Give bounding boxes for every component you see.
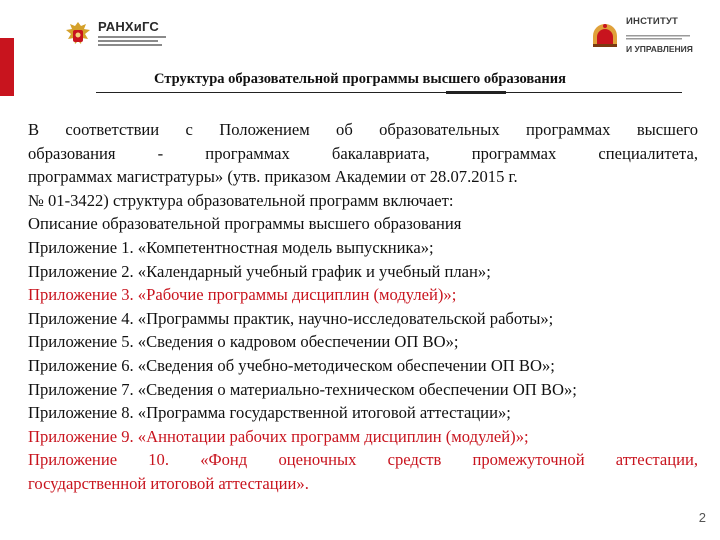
appendix-item: Приложение 8. «Программа государственной итоговой аттестации»; bbox=[28, 403, 511, 423]
institute-dome-icon bbox=[590, 20, 620, 50]
institute-logo-line1: ИНСТИТУТ bbox=[626, 15, 679, 27]
appendix-item: Приложение 1. «Компетентностная модель выпускника»; bbox=[28, 237, 434, 257]
ranepa-logo-name: РАНХиГС bbox=[98, 18, 159, 34]
title-underline-accent bbox=[446, 91, 506, 94]
appendix-item-highlighted: государственной итоговой аттестации». bbox=[28, 473, 309, 493]
body-line: образования - программах бакалавриата, программах специалитета, bbox=[28, 143, 698, 163]
page-title: Структура образовательной программы высшего образования bbox=[154, 71, 566, 87]
ranepa-tagline-lines bbox=[98, 34, 168, 46]
body-line: программах магистратуры» (утв. приказом Академии от 28.07.2015 г. bbox=[28, 167, 518, 187]
title-underline-right bbox=[506, 92, 682, 93]
page-number: 2 bbox=[698, 510, 706, 525]
body-line: Описание образовательной программы высшего образования bbox=[28, 214, 462, 234]
appendix-item-highlighted: Приложение 9. «Аннотации рабочих программ дисциплин (модулей)»; bbox=[28, 426, 529, 446]
document-body bbox=[28, 118, 698, 496]
appendix-item-highlighted: Приложение 10. «Фонд оценочных средств промежуточной аттестации, bbox=[28, 450, 698, 470]
body-line: В соответствии с Положением об образовательных программах высшего bbox=[28, 120, 698, 139]
eagle-emblem-icon bbox=[64, 20, 92, 50]
body-line: № 01-3422) структура образовательной программ включает: bbox=[28, 190, 454, 210]
appendix-item: Приложение 2. «Календарный учебный график и учебный план»; bbox=[28, 261, 491, 281]
ranepa-logo bbox=[64, 18, 168, 52]
appendix-item-highlighted: Приложение 3. «Рабочие программы дисциплин (модулей)»; bbox=[28, 285, 457, 305]
appendix-item: Приложение 6. «Сведения об учебно-методическом обеспечении ОП ВО»; bbox=[28, 355, 555, 375]
institute-logo-line2: И УПРАВЛЕНИЯ bbox=[626, 43, 693, 54]
title-underline-left bbox=[96, 92, 446, 93]
appendix-item: Приложение 7. «Сведения о материально-техническом обеспечении ОП ВО»; bbox=[28, 379, 577, 399]
institute-tagline-lines bbox=[626, 34, 692, 40]
appendix-item: Приложение 5. «Сведения о кадровом обеспечении ОП ВО»; bbox=[28, 332, 459, 352]
appendix-item: Приложение 4. «Программы практик, научно-исследовательской работы»; bbox=[28, 308, 554, 328]
institute-logo bbox=[590, 15, 693, 54]
